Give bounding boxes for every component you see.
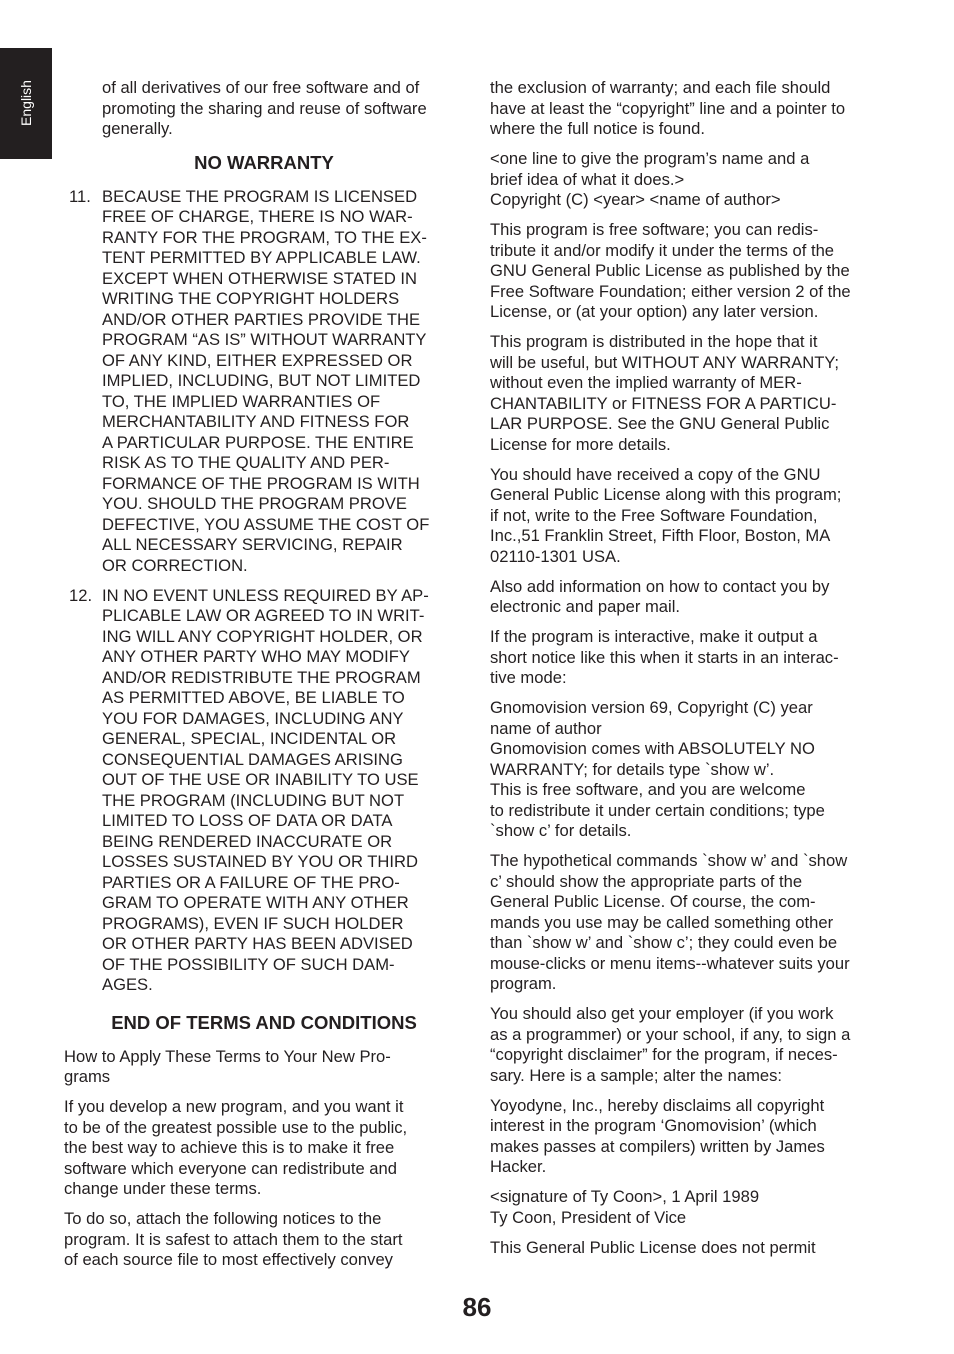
distributed-paragraph: This program is distributed in the hope that it will be useful, but WITHOUT ANY WARRANTY; without even the implied warranty of MER- CHANTABILITY or FITNESS FOR A PARTICU- LAR PURPOSE. See the GNU General Public License for more details. bbox=[490, 332, 840, 454]
right-column bbox=[490, 78, 890, 1268]
list-item-text: IN NO EVENT UNLESS REQUIRED BY AP- PLICABLE LAW OR AGREED TO IN WRIT- ING WILL ANY COPYRIGHT HOLDER, OR ANY OTHER PARTY WHO MAY MODIFY AND/OR REDISTRIBUTE THE PROGRAM AS PERMITTED ABOVE, BE LIABLE TO YOU FOR DAMAGES, INCLUDING ANY GENERAL, SPECIAL, INCIDENTAL OR CONSEQUENTIAL DAMAGES ARISING OUT OF THE USE OR INABILITY TO USE THE PROGRAM (INCLUDING BUT NOT LIMITED TO LOSS OF DATA OR DATA BEING RENDERED INACCURATE OR LOSSES SUSTAINED BY YOU OR THIRD PARTIES OR A FAILURE OF THE PRO- GRAM TO OPERATE WITH ANY OTHER PROGRAMS), EVEN IF SUCH HOLDER OR OTHER PARTY HAS BEEN ADVISED OF THE POSSIBILITY OF SUCH DAM- AGES. bbox=[102, 585, 429, 994]
end-of-terms-heading: END OF TERMS AND CONDITIONS bbox=[111, 1011, 417, 1033]
page-number: 86 bbox=[462, 1292, 492, 1322]
employer-paragraph: You should also get your employer (if you work as a programmer) or your school, if any, to sign a “copyright disclaimer” for the program, if neces- sary. Here is a sample; alter the names: bbox=[490, 1004, 851, 1085]
contact-info-paragraph: Also add information on how to contact you by electronic and paper mail. bbox=[490, 576, 830, 616]
list-item-number: 12. bbox=[69, 585, 93, 605]
exclusion-paragraph: the exclusion of warranty; and each file should have at least the “copyright” line and a pointer to where the full notice is found. bbox=[490, 78, 846, 138]
language-tab bbox=[0, 48, 52, 159]
intro-paragraph: of all derivatives of our free software and of promoting the sharing and reuse of software generally. bbox=[102, 78, 427, 138]
disclaimer-sample-paragraph: Yoyodyne, Inc., hereby disclaims all copyright interest in the program ‘Gnomovision’ (which makes passes at compilers) written by James Hacker. bbox=[490, 1095, 825, 1176]
hypothetical-commands-paragraph: The hypothetical commands `show w’ and `show c’ should show the appropriate parts of the General Public License. Of course, the com- mands you use may be called something other than `show w’ and `show c’; they could even be mouse-clicks or menu items--whatever suits your program. bbox=[490, 851, 850, 993]
no-warranty-heading: NO WARRANTY bbox=[194, 151, 334, 173]
list-item bbox=[64, 586, 464, 996]
how-to-apply-paragraph: How to Apply These Terms to Your New Pro- grams bbox=[64, 1046, 391, 1086]
free-software-paragraph: This program is free software; you can redis- tribute it and/or modify it under the terms of the GNU General Public License as published by the Free Software Foundation; either version 2 of the License, or (at your option) any later version. bbox=[490, 220, 851, 321]
license-permit-paragraph: This General Public License does not permit bbox=[490, 1237, 816, 1257]
develop-program-paragraph: If you develop a new program, and you want it to be of the greatest possible use to the public, the best way to achieve this is to make it free software which everyone can redistribute and change under these terms. bbox=[64, 1097, 408, 1198]
list-item-number: 11. bbox=[69, 186, 91, 206]
language-tab-label: English bbox=[17, 80, 34, 126]
interactive-notice-sample: Gnomovision version 69, Copyright (C) year name of author Gnomovision comes with ABSOLUTELY NO WARRANTY; for details type `show w’. This is free software, and you are welcome to redistribute it under certain conditions; type `show c’ for details. bbox=[490, 698, 825, 840]
attach-notices-paragraph: To do so, attach the following notices to the program. It is safest to attach them to the start of each source file to most effectively convey bbox=[64, 1209, 403, 1269]
list-item bbox=[64, 187, 464, 577]
signature-block: <signature of Ty Coon>, 1 April 1989 Ty Coon, President of Vice bbox=[490, 1187, 760, 1227]
interactive-paragraph: If the program is interactive, make it output a short notice like this when it starts in an interac- tive mode: bbox=[490, 627, 839, 687]
left-column bbox=[64, 78, 464, 1280]
copyright-notice-template: <one line to give the program’s name and a brief idea of what it does.> Copyright (C) <year> <name of author> bbox=[490, 149, 810, 209]
list-item-text: BECAUSE THE PROGRAM IS LICENSED FREE OF CHARGE, THERE IS NO WAR- RANTY FOR THE PROGRAM, TO THE EX- TENT PERMITTED BY APPLICABLE LAW. EXCEPT WHEN OTHERWISE STATED IN WRITING THE COPYRIGHT HOLDERS AND/OR OTHER PARTIES PROVIDE THE PROGRAM “AS IS” WITHOUT WARRANTY OF ANY KIND, EITHER EXPRESSED OR IMPLIED, INCLUDING, BUT NOT LIMITED TO, THE IMPLIED WARRANTIES OF MERCHANTABILITY AND FITNESS FOR A PARTICULAR PURPOSE. THE ENTIRE RISK AS TO THE QUALITY AND PER- FORMANCE OF THE PROGRAM IS WITH YOU. SHOULD THE PROGRAM PROVE DEFECTIVE, YOU ASSUME THE COST OF ALL NECESSARY SERVICING, REPAIR OR CORRECTION. bbox=[102, 186, 430, 575]
received-copy-paragraph: You should have received a copy of the GNU General Public License along with this program; if not, write to the Free Software Foundation, Inc.,51 Franklin Street, Fifth Floor, Boston, MA 02110-1301 USA. bbox=[490, 464, 842, 566]
